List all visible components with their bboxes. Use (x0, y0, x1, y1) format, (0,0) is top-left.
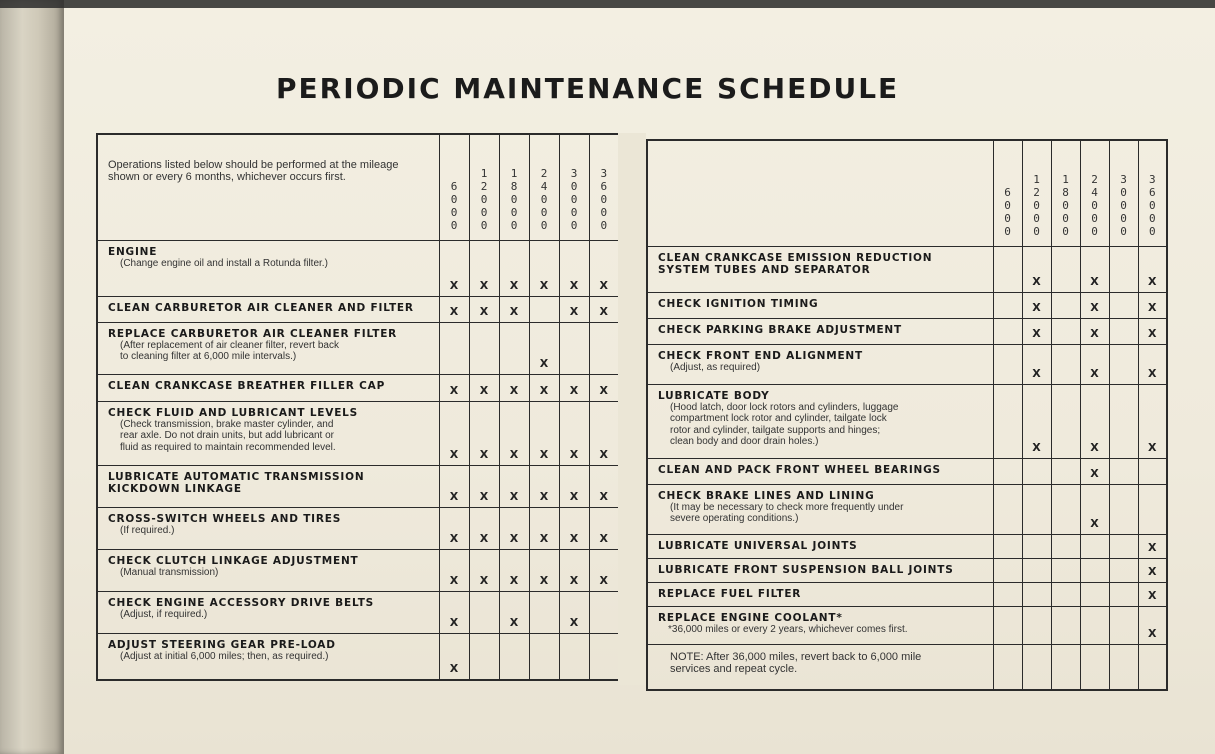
interval-mark: X (499, 240, 529, 296)
interval-mark: X (559, 507, 589, 549)
interval-mark: X (499, 401, 529, 465)
schedule-row (647, 246, 1167, 292)
interval-mark: X (1022, 292, 1051, 318)
operation-cell (647, 384, 993, 458)
interval-mark (469, 633, 499, 680)
operation-cell (647, 246, 993, 292)
interval-mark: X (589, 374, 619, 401)
interval-mark: X (439, 374, 469, 401)
interval-mark (1022, 582, 1051, 606)
interval-mark: X (469, 465, 499, 507)
operation-note: (After replacement of air cleaner filter, revert back to cleaning filter at 6,000 mile intervals.) (120, 339, 339, 362)
interval-mark (1109, 292, 1138, 318)
interval-mark: X (439, 401, 469, 465)
operation-title: CHECK PARKING BRAKE ADJUSTMENT (658, 323, 902, 336)
operation-cell (647, 344, 993, 384)
interval-mark: X (589, 465, 619, 507)
operation-note: (Check transmission, brake master cylinder, and rear axle. Do not drain units, but add lubricant or fluid as required to maintain recommended level. (120, 418, 336, 453)
interval-mark: X (469, 374, 499, 401)
empty-cell (1051, 644, 1080, 690)
operation-title: CHECK CLUTCH LINKAGE ADJUSTMENT (108, 554, 359, 567)
operation-note: (It may be necessary to check more frequently under severe operating conditions.) (670, 501, 904, 524)
mileage-label: 1 8 0 0 0 (510, 166, 518, 232)
book-binding (0, 0, 64, 754)
operation-title: CHECK FRONT END ALIGNMENT (658, 349, 863, 362)
interval-mark: X (499, 465, 529, 507)
interval-mark: X (499, 374, 529, 401)
interval-mark: X (559, 549, 589, 591)
operation-cell (647, 292, 993, 318)
mileage-label: 2 4 0 0 0 (1091, 172, 1098, 238)
operation-title: LUBRICATE FRONT SUSPENSION BALL JOINTS (658, 563, 954, 576)
operation-title: REPLACE ENGINE COOLANT* (658, 611, 843, 624)
interval-mark: X (529, 240, 559, 296)
mileage-header (439, 134, 469, 240)
interval-mark: X (499, 296, 529, 322)
interval-mark: X (469, 507, 499, 549)
interval-mark (993, 384, 1022, 458)
interval-mark: X (1080, 384, 1109, 458)
interval-mark: X (589, 401, 619, 465)
mileage-header (1109, 140, 1138, 246)
operation-cell (97, 374, 439, 401)
page-title: PERIODIC MAINTENANCE SCHEDULE (276, 72, 900, 105)
interval-mark: X (589, 296, 619, 322)
operation-title: CLEAN CRANKCASE BREATHER FILLER CAP (108, 379, 386, 392)
operation-cell (647, 582, 993, 606)
interval-mark (589, 633, 619, 680)
mileage-label: 1 2 0 0 0 (1033, 172, 1040, 238)
interval-mark (439, 322, 469, 374)
empty-cell (1109, 644, 1138, 690)
interval-mark: X (439, 591, 469, 633)
operation-note: (Adjust at initial 6,000 miles; then, as required.) (120, 650, 329, 662)
interval-mark (1109, 484, 1138, 534)
interval-mark: X (1022, 246, 1051, 292)
interval-mark: X (589, 549, 619, 591)
interval-mark: X (439, 296, 469, 322)
interval-mark: X (1138, 582, 1167, 606)
schedule-row (647, 484, 1167, 534)
operation-cell (647, 484, 993, 534)
operation-title: ENGINE (108, 245, 158, 258)
schedule-row (97, 374, 619, 401)
interval-mark (529, 296, 559, 322)
interval-mark (1109, 534, 1138, 558)
interval-mark: X (1022, 384, 1051, 458)
operation-title: LUBRICATE UNIVERSAL JOINTS (658, 539, 858, 552)
interval-mark: X (589, 240, 619, 296)
operation-cell (97, 240, 439, 296)
interval-mark (993, 606, 1022, 644)
schedule-row (97, 633, 619, 680)
schedule-row (647, 582, 1167, 606)
interval-mark: X (529, 374, 559, 401)
operation-title: CLEAN CARBURETOR AIR CLEANER AND FILTER (108, 301, 414, 314)
interval-mark: X (559, 401, 589, 465)
table-gutter (618, 133, 646, 685)
interval-mark: X (1080, 484, 1109, 534)
operation-note: (If required.) (120, 524, 175, 536)
empty-cell (1080, 644, 1109, 690)
interval-mark (589, 322, 619, 374)
operation-cell (97, 633, 439, 680)
interval-mark: X (1022, 318, 1051, 344)
mileage-label: 2 4 0 0 0 (540, 166, 548, 232)
mileage-header (1051, 140, 1080, 246)
interval-mark (1051, 534, 1080, 558)
interval-mark (589, 591, 619, 633)
interval-mark (1022, 534, 1051, 558)
schedule-row (97, 591, 619, 633)
interval-mark (1051, 318, 1080, 344)
schedule-row (97, 296, 619, 322)
mileage-label: 6 0 0 0 (1004, 185, 1011, 238)
operation-title: ADJUST STEERING GEAR PRE-LOAD (108, 638, 336, 651)
interval-mark: X (469, 401, 499, 465)
interval-mark: X (559, 296, 589, 322)
interval-mark (1138, 484, 1167, 534)
operation-cell (97, 549, 439, 591)
interval-mark: X (439, 507, 469, 549)
interval-mark (559, 322, 589, 374)
operation-note: (Change engine oil and install a Rotunda filter.) (120, 257, 328, 269)
mileage-label: 3 6 0 0 0 (1148, 172, 1156, 238)
interval-mark: X (1138, 344, 1167, 384)
schedule-row (97, 240, 619, 296)
operation-note: (Hood latch, door lock rotors and cylinders, luggage compartment lock rotor and cylinder, tailgate lock rotor and cylinder, tailgate supports and hinges; clean body and door drain holes.) (670, 401, 899, 447)
interval-mark: X (439, 549, 469, 591)
interval-mark: X (1138, 384, 1167, 458)
interval-mark: X (1080, 246, 1109, 292)
interval-mark (1109, 384, 1138, 458)
empty-cell (1022, 644, 1051, 690)
schedule-row (647, 458, 1167, 484)
mileage-header (499, 134, 529, 240)
interval-mark (993, 558, 1022, 582)
operation-title: CROSS-SWITCH WHEELS AND TIRES (108, 512, 342, 525)
interval-mark (1051, 558, 1080, 582)
interval-mark (1022, 458, 1051, 484)
mileage-label: 3 0 0 0 0 (570, 166, 578, 232)
operation-title: REPLACE FUEL FILTER (658, 587, 802, 600)
interval-mark (1109, 246, 1138, 292)
interval-mark (529, 633, 559, 680)
interval-mark: X (499, 591, 529, 633)
empty-cell (1138, 644, 1167, 690)
operation-cell (647, 606, 993, 644)
interval-mark: X (499, 549, 529, 591)
operation-title: CHECK ENGINE ACCESSORY DRIVE BELTS (108, 596, 375, 609)
mileage-label: 6 0 0 0 (450, 179, 458, 232)
footnote: NOTE: After 36,000 miles, revert back to 6,000 mile services and repeat cycle. (647, 644, 993, 690)
operation-note: (Manual transmission) (120, 566, 219, 578)
mileage-label: 1 8 0 0 0 (1062, 172, 1069, 238)
interval-mark (1051, 606, 1080, 644)
interval-mark: X (1022, 344, 1051, 384)
operation-cell (97, 507, 439, 549)
operation-cell (97, 591, 439, 633)
interval-mark (1080, 534, 1109, 558)
interval-mark: X (559, 465, 589, 507)
interval-mark (1109, 344, 1138, 384)
interval-mark: X (1080, 318, 1109, 344)
interval-mark (469, 591, 499, 633)
interval-mark: X (529, 322, 559, 374)
interval-mark: X (469, 296, 499, 322)
operation-note: (Adjust, as required) (670, 361, 761, 373)
interval-mark: X (469, 549, 499, 591)
interval-mark (499, 322, 529, 374)
left-schedule-table (96, 133, 620, 681)
schedule-row (647, 606, 1167, 644)
interval-mark (1109, 606, 1138, 644)
interval-mark: X (529, 401, 559, 465)
schedule-row (97, 322, 619, 374)
interval-mark (1080, 606, 1109, 644)
interval-mark: X (1138, 246, 1167, 292)
operation-cell (97, 322, 439, 374)
mileage-header (1138, 140, 1167, 246)
operation-cell (647, 318, 993, 344)
interval-mark (993, 246, 1022, 292)
mileage-header (589, 134, 619, 240)
interval-mark: X (559, 374, 589, 401)
interval-mark: X (529, 465, 559, 507)
interval-mark (1051, 384, 1080, 458)
interval-mark (1109, 318, 1138, 344)
interval-mark (469, 322, 499, 374)
footnote-row (647, 644, 1167, 690)
interval-mark: X (1138, 292, 1167, 318)
schedule-row (647, 318, 1167, 344)
interval-mark: X (1138, 558, 1167, 582)
schedule-row (647, 384, 1167, 458)
operation-cell (97, 465, 439, 507)
operation-note: *36,000 miles or every 2 years, whichever comes first. (668, 623, 908, 635)
interval-mark (1051, 344, 1080, 384)
mileage-header (529, 134, 559, 240)
interval-mark (993, 292, 1022, 318)
schedule-row (97, 465, 619, 507)
interval-mark: X (469, 240, 499, 296)
interval-mark: X (589, 507, 619, 549)
interval-mark (1022, 606, 1051, 644)
interval-mark (559, 633, 589, 680)
interval-mark (993, 484, 1022, 534)
interval-mark: X (1080, 458, 1109, 484)
page-top-edge (0, 0, 1215, 8)
operation-cell (647, 558, 993, 582)
mileage-header (1022, 140, 1051, 246)
interval-mark: X (529, 549, 559, 591)
operation-note: (Adjust, if required.) (120, 608, 208, 620)
interval-mark (1022, 484, 1051, 534)
mileage-header (559, 134, 589, 240)
mileage-label: 3 6 0 0 0 (600, 166, 608, 232)
operation-cell (97, 401, 439, 465)
mileage-header (1080, 140, 1109, 246)
header-intro: Operations listed below should be performed at the mileage shown or every 6 months, whichever occurs first. (97, 134, 439, 240)
interval-mark (1080, 582, 1109, 606)
schedule-row (647, 558, 1167, 582)
schedule-row (97, 549, 619, 591)
interval-mark (499, 633, 529, 680)
schedule-row (647, 344, 1167, 384)
schedule-row (97, 507, 619, 549)
interval-mark (993, 458, 1022, 484)
interval-mark (1051, 458, 1080, 484)
mileage-header (469, 134, 499, 240)
interval-mark: X (559, 240, 589, 296)
operation-title: CHECK FLUID AND LUBRICANT LEVELS (108, 406, 359, 419)
mileage-header (993, 140, 1022, 246)
interval-mark: X (1138, 534, 1167, 558)
schedule-row (647, 292, 1167, 318)
operation-title: CLEAN CRANKCASE EMISSION REDUCTION SYSTEM TUBES AND SEPARATOR (658, 251, 933, 276)
schedule-row (647, 534, 1167, 558)
interval-mark: X (499, 507, 529, 549)
empty-cell (993, 644, 1022, 690)
header-row (97, 134, 619, 240)
interval-mark (1109, 458, 1138, 484)
operation-title: CHECK BRAKE LINES AND LINING (658, 489, 875, 502)
operation-cell (97, 296, 439, 322)
interval-mark: X (439, 633, 469, 680)
interval-mark: X (529, 507, 559, 549)
mileage-label: 1 2 0 0 0 (480, 166, 488, 232)
operation-title: CLEAN AND PACK FRONT WHEEL BEARINGS (658, 463, 941, 476)
operation-title: CHECK IGNITION TIMING (658, 297, 819, 310)
interval-mark (993, 534, 1022, 558)
operation-cell (647, 534, 993, 558)
interval-mark (529, 591, 559, 633)
interval-mark: X (1138, 606, 1167, 644)
interval-mark (1051, 582, 1080, 606)
interval-mark (1109, 582, 1138, 606)
mileage-label: 3 0 0 0 0 (1120, 172, 1127, 238)
interval-mark: X (439, 240, 469, 296)
interval-mark (1109, 558, 1138, 582)
operation-title: LUBRICATE BODY (658, 389, 770, 402)
interval-mark (993, 344, 1022, 384)
interval-mark (1051, 246, 1080, 292)
header-row (647, 140, 1167, 246)
schedule-row (97, 401, 619, 465)
interval-mark (1080, 558, 1109, 582)
interval-mark (1051, 292, 1080, 318)
operation-title: REPLACE CARBURETOR AIR CLEANER FILTER (108, 327, 398, 340)
interval-mark: X (439, 465, 469, 507)
header-intro (647, 140, 993, 246)
interval-mark (1138, 458, 1167, 484)
operation-title: LUBRICATE AUTOMATIC TRANSMISSION KICKDOWN LINKAGE (108, 470, 365, 495)
interval-mark (993, 582, 1022, 606)
interval-mark: X (1138, 318, 1167, 344)
interval-mark (993, 318, 1022, 344)
interval-mark: X (1080, 292, 1109, 318)
interval-mark: X (1080, 344, 1109, 384)
operation-cell (647, 458, 993, 484)
interval-mark (1051, 484, 1080, 534)
right-schedule-table (646, 139, 1168, 691)
interval-mark (1022, 558, 1051, 582)
interval-mark: X (559, 591, 589, 633)
